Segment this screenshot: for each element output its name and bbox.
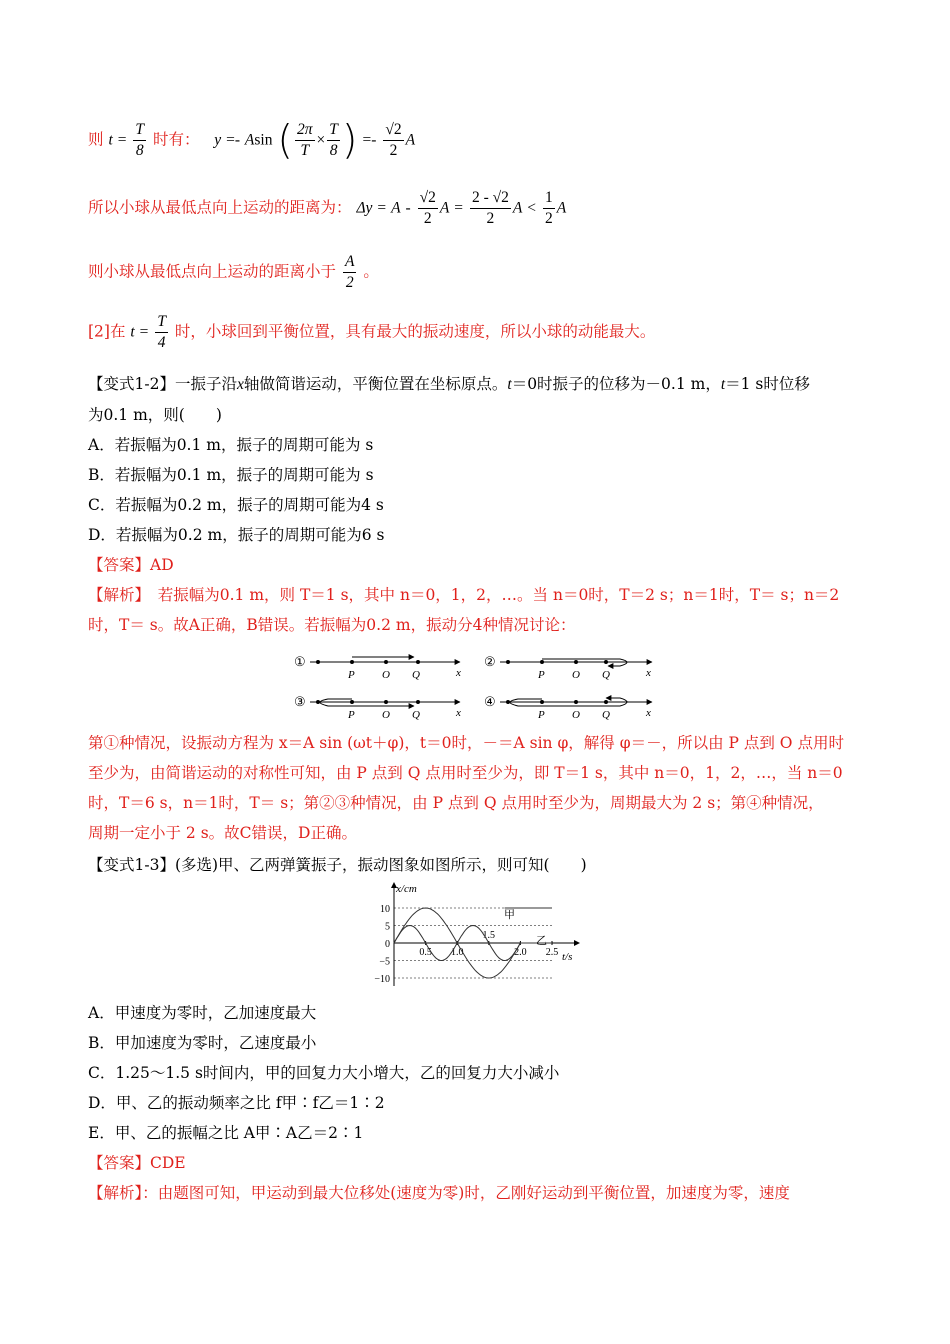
text: 则 [88, 130, 104, 149]
math-A: A [244, 131, 255, 149]
math-A: A [391, 199, 401, 217]
analysis-line: 【解析】 若振幅为0.1 m，则 T＝1 s，其中 n＝0，1，2，…。当 n＝0时，T＝2 s；n＝1时，T＝ s；n＝2 [88, 586, 840, 604]
question-1-2-stem [88, 369, 868, 640]
numerator: T [133, 120, 146, 141]
point-P: P [538, 709, 545, 721]
fraction [383, 120, 403, 161]
point-Q: Q [602, 669, 610, 681]
point-O: O [382, 669, 390, 681]
text: 【变式1-2】一振子沿 [88, 375, 237, 393]
fraction [418, 188, 438, 229]
four-cases-diagram [290, 648, 660, 724]
analysis-line: 周期一定小于 2 s。故C错误，D正确。 [88, 824, 357, 842]
text: 轴做简谐运动，平衡位置在坐标原点。 [243, 375, 508, 393]
y-tick-label: 10 [380, 904, 390, 915]
series-label-jia: 甲 [504, 909, 515, 921]
point-O: O [572, 669, 580, 681]
derivation-line-4 [88, 312, 655, 353]
math-eq: =- [226, 131, 240, 149]
y-tick-label: 5 [385, 921, 390, 933]
text: ＝0时振子的位移为－0.1 m， [511, 375, 721, 393]
math-sin: sin [254, 131, 273, 149]
math-times: × [316, 131, 326, 149]
text: ＝1 s时位移 [725, 375, 810, 393]
case-label-3: ③ [294, 694, 306, 709]
fraction [295, 120, 315, 161]
x-tick-label: 1.5 [482, 930, 496, 941]
text: 时，小球回到平衡位置，具有最大的振动速度，所以小球的动能最大。 [174, 322, 656, 341]
math-dy: Δy [356, 199, 373, 217]
text: 为0.1 m，则( ) [88, 406, 222, 424]
vibration-chart [362, 880, 592, 995]
denominator: 2 [389, 142, 398, 159]
denominator: 4 [157, 334, 166, 351]
option-c: C．1.25～1.5 s时间内，甲的回复力大小增大，乙的回复力大小减小 [88, 1064, 560, 1082]
fraction [543, 188, 555, 229]
series-label-yi: 乙 [536, 935, 547, 947]
y-axis-label: x/cm [396, 883, 417, 895]
text: 【变式1-3】(多选)甲、乙两弹簧振子，振动图象如图所示，则可知( ) [88, 856, 587, 874]
option-b: B．甲加速度为零时，乙速度最小 [88, 1034, 317, 1052]
paren-right: ) [341, 117, 358, 164]
x-tick-label: 2.0 [514, 947, 527, 958]
numerator: T [155, 312, 168, 333]
question-1-3-options [88, 998, 868, 1208]
point-P: P [348, 669, 355, 681]
text: 则小球从最低点向上运动的距离小于 [88, 262, 337, 281]
math-t: t [507, 376, 512, 393]
case-label-1: ① [294, 654, 306, 669]
fraction [343, 252, 356, 293]
analysis-line: 时，T＝6 s，n＝1时，T＝ s；第②③种情况，由 P 点到 Q 点用时至少为，周期最大为 2 s；第④种情况， [88, 794, 824, 812]
math-eq: = [377, 199, 387, 217]
numerator: A [343, 252, 356, 273]
y-tick-label: 0 [385, 939, 390, 950]
x-tick-label: 0.5 [419, 947, 432, 958]
fraction [327, 120, 340, 161]
axis-x: x [646, 707, 651, 719]
axis-x: x [456, 707, 461, 719]
text: 所以小球从最低点向上运动的距离为： [88, 198, 352, 217]
math-eq: = [139, 323, 149, 341]
math-t: t [108, 131, 113, 149]
math-minus: - [405, 199, 411, 217]
analysis-line: 至少为，由简谐运动的对称性可知，由 P 点到 Q 点用时至少为，即 T＝1 s，其中 n＝0，1，2，…，当 n＝0 [88, 764, 843, 782]
question-1-2-analysis-body [88, 728, 868, 848]
paren-left: ( [277, 117, 294, 164]
y-tick-label: −5 [379, 956, 390, 968]
math-t: t [130, 323, 135, 341]
fraction [133, 120, 146, 161]
answer: 【答案】CDE [88, 1154, 186, 1172]
numerator: 2π [295, 120, 315, 141]
denominator: 8 [135, 142, 144, 159]
option-a: A．甲速度为零时，乙加速度最大 [88, 1004, 317, 1022]
text: 。 [363, 262, 379, 281]
numerator: T [327, 120, 340, 141]
math-A: A [556, 199, 567, 217]
text: 时有： [152, 130, 200, 149]
denominator: 2 [345, 274, 354, 291]
derivation-line-1 [88, 117, 416, 164]
math-eq: =- [362, 131, 377, 149]
option-d: D．甲、乙的振动频率之比 f甲∶f乙＝1∶2 [88, 1094, 385, 1112]
fraction [470, 188, 511, 229]
axis-x: x [456, 667, 461, 679]
case-label-2: ② [484, 654, 496, 669]
x-tick-label: 2.5 [545, 947, 559, 958]
math-y: y [214, 131, 222, 149]
numerator: √2 [418, 188, 438, 209]
option-a: A．若振幅为0.1 m，振子的周期可能为 s [88, 436, 374, 454]
math-t: t [720, 376, 726, 393]
question-1-3-stem [88, 850, 868, 880]
point-O: O [572, 709, 580, 721]
axis-x: x [646, 667, 651, 679]
x-tick-label: 1.0 [450, 947, 464, 958]
analysis-line: 时，T＝ s。故A正确，B错误。若振幅为0.2 m，振动分4种情况讨论： [88, 616, 576, 634]
point-O: O [382, 709, 390, 721]
y-tick-label: −10 [374, 974, 390, 985]
option-b: B．若振幅为0.1 m，振子的周期可能为 s [88, 466, 374, 484]
x-axis-label: t/s [562, 951, 573, 963]
point-P: P [538, 669, 545, 681]
math-eq: = [117, 131, 127, 149]
math-A: A [439, 199, 450, 217]
numerator: 1 [543, 188, 555, 209]
point-Q: Q [412, 709, 420, 721]
point-Q: Q [602, 709, 610, 721]
x-axis-arrow [574, 940, 580, 946]
analysis-line: 第①种情况，设振动方程为 x＝A sin (ωt＋φ)，t＝0时，－＝A sin φ，解得 φ＝－，所以由 P 点到 O 点用时 [88, 734, 844, 752]
numerator: √2 [383, 120, 403, 141]
option-c: C．若振幅为0.2 m，振子的周期可能为4 s [88, 496, 384, 514]
numerator: 2 - √2 [470, 188, 511, 209]
denominator: 2 [544, 210, 553, 227]
math-A: A [405, 131, 416, 149]
analysis-line: 【解析】：由题图可知，甲运动到最大位移处(速度为零)时，乙刚好运动到平衡位置，加速度为零，速度 [88, 1184, 790, 1202]
math-A: A [512, 199, 523, 217]
derivation-line-3 [88, 252, 379, 293]
denominator: 8 [329, 142, 338, 159]
math-x: x [236, 376, 244, 393]
option-d: D．若振幅为0.2 m，振子的周期可能为6 s [88, 526, 385, 544]
point-Q: Q [412, 669, 420, 681]
answer: 【答案】AD [88, 556, 174, 574]
case-label-4: ④ [484, 694, 496, 709]
math-eq: = [454, 199, 463, 217]
denominator: 2 [486, 210, 495, 227]
text: [2]在 [88, 322, 126, 341]
math-lt: < [527, 199, 537, 217]
derivation-line-2 [88, 188, 566, 229]
point-P: P [348, 709, 355, 721]
option-e: E．甲、乙的振幅之比 A甲∶A乙＝2∶1 [88, 1124, 364, 1142]
denominator: T [300, 142, 310, 159]
fraction [155, 312, 168, 353]
denominator: 2 [423, 210, 432, 227]
